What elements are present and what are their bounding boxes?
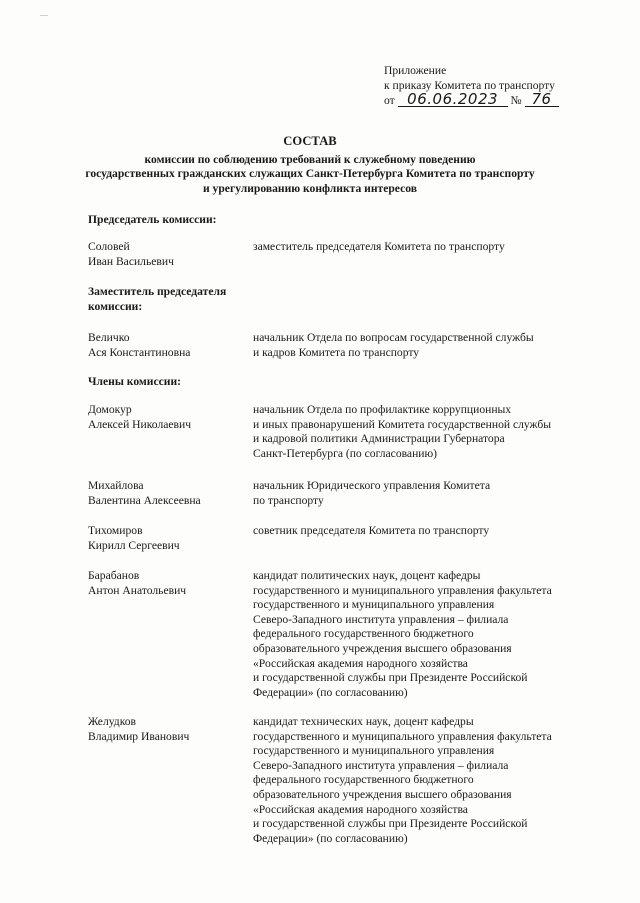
number-label: № (510, 94, 522, 108)
member-position (253, 569, 598, 700)
position-line: начальник Юридического управления Комитета (253, 479, 491, 492)
appendix-date-line (384, 90, 604, 109)
position-line: государственного и муниципального управления факультета (253, 583, 552, 597)
given-names: Валентина Алексеевна (88, 493, 201, 507)
member-name (88, 715, 248, 744)
section-members: Члены комиссии: (88, 375, 181, 388)
member-name (88, 403, 248, 432)
position-line: Федерации» (по согласованию) (253, 685, 408, 699)
section-deputy-line: Заместитель председателя (88, 285, 227, 298)
member-position (253, 403, 598, 461)
position-line: «Российская академия народного хозяйства (253, 802, 468, 816)
position-line: и государственной службы при Президенте Российской (253, 671, 528, 685)
given-names: Кирилл Сергеевич (88, 538, 180, 552)
position-line: заместитель председателя Комитета по транспорту (253, 240, 505, 253)
appendix-title: Приложение (384, 64, 447, 77)
member-name (88, 240, 248, 269)
title-heading: СОСТАВ (283, 134, 337, 148)
surname: Величко (88, 331, 130, 344)
position-line: федерального государственного бюджетного (253, 773, 474, 787)
position-line: по транспорту (253, 493, 324, 507)
position-line: и кадров Комитета по транспорту (253, 345, 420, 359)
given-names: Алексей Николаевич (88, 417, 192, 431)
position-line: государственного и муниципального управления (253, 598, 495, 612)
handwritten-number: 76 (525, 93, 559, 107)
from-label: от (384, 94, 395, 108)
corner-mark: — (40, 10, 48, 19)
appendix-header (384, 64, 604, 109)
position-line: советник председателя Комитета по транспорту (253, 524, 490, 537)
position-line: Федерации» (по согласованию) (253, 831, 408, 845)
member-name (88, 479, 248, 508)
surname: Тихомиров (88, 524, 143, 537)
handwritten-date: 06.06.2023 (398, 93, 508, 107)
position-line: начальник Отдела по вопросам государственной службы (253, 331, 534, 344)
position-line: образовательного учреждения высшего образования (253, 641, 512, 655)
given-names: Антон Анатольевич (88, 583, 187, 597)
surname: Соловей (88, 240, 130, 253)
position-line: кандидат технических наук, доцент кафедры (253, 715, 474, 728)
position-line: Северо-Западного института управления – филиала (253, 612, 509, 626)
member-name (88, 331, 248, 360)
title-line-3: и урегулированию конфликта интересов (202, 181, 418, 195)
position-line: государственного и муниципального управления (253, 744, 495, 758)
section-deputy (88, 285, 226, 314)
given-names: Владимир Иванович (88, 729, 190, 743)
document-title (80, 134, 540, 196)
title-line-2: государственных гражданских служащих Санкт-Петербурга Комитета по транспорту (85, 167, 535, 181)
section-deputy-line: комиссии: (88, 299, 143, 313)
member-name (88, 524, 248, 553)
given-names: Иван Васильевич (88, 254, 174, 268)
member-position (253, 524, 598, 539)
member-position (253, 331, 598, 360)
surname: Домокур (88, 403, 132, 416)
surname: Барабанов (88, 569, 140, 582)
appendix-order-ref: к приказу Комитета по транспорту (384, 78, 555, 92)
member-position (253, 479, 598, 508)
section-chairman: Председатель комиссии: (88, 213, 217, 226)
member-position (253, 715, 598, 846)
member-position (253, 240, 598, 255)
position-line: государственного и муниципального управления факультета (253, 729, 552, 743)
surname: Михайлова (88, 479, 144, 492)
position-line: начальник Отдела по профилактике коррупционных (253, 403, 512, 416)
position-line: федерального государственного бюджетного (253, 627, 474, 641)
given-names: Ася Константиновна (88, 345, 191, 359)
position-line: и кадровой политики Администрации Губернатора (253, 432, 505, 446)
position-line: и иных правонарушений Комитета государственной службы (253, 417, 552, 431)
position-line: «Российская академия народного хозяйства (253, 656, 468, 670)
title-line-1: комиссии по соблюдению требований к служебному поведению (144, 152, 476, 166)
position-line: кандидат политических наук, доцент кафедры (253, 569, 481, 582)
surname: Желудков (88, 715, 137, 728)
position-line: образовательного учреждения высшего образования (253, 787, 512, 801)
position-line: Санкт-Петербурга (по согласованию) (253, 446, 438, 460)
position-line: и государственной службы при Президенте Российской (253, 817, 528, 831)
member-name (88, 569, 248, 598)
position-line: Северо-Западного института управления – филиала (253, 758, 509, 772)
